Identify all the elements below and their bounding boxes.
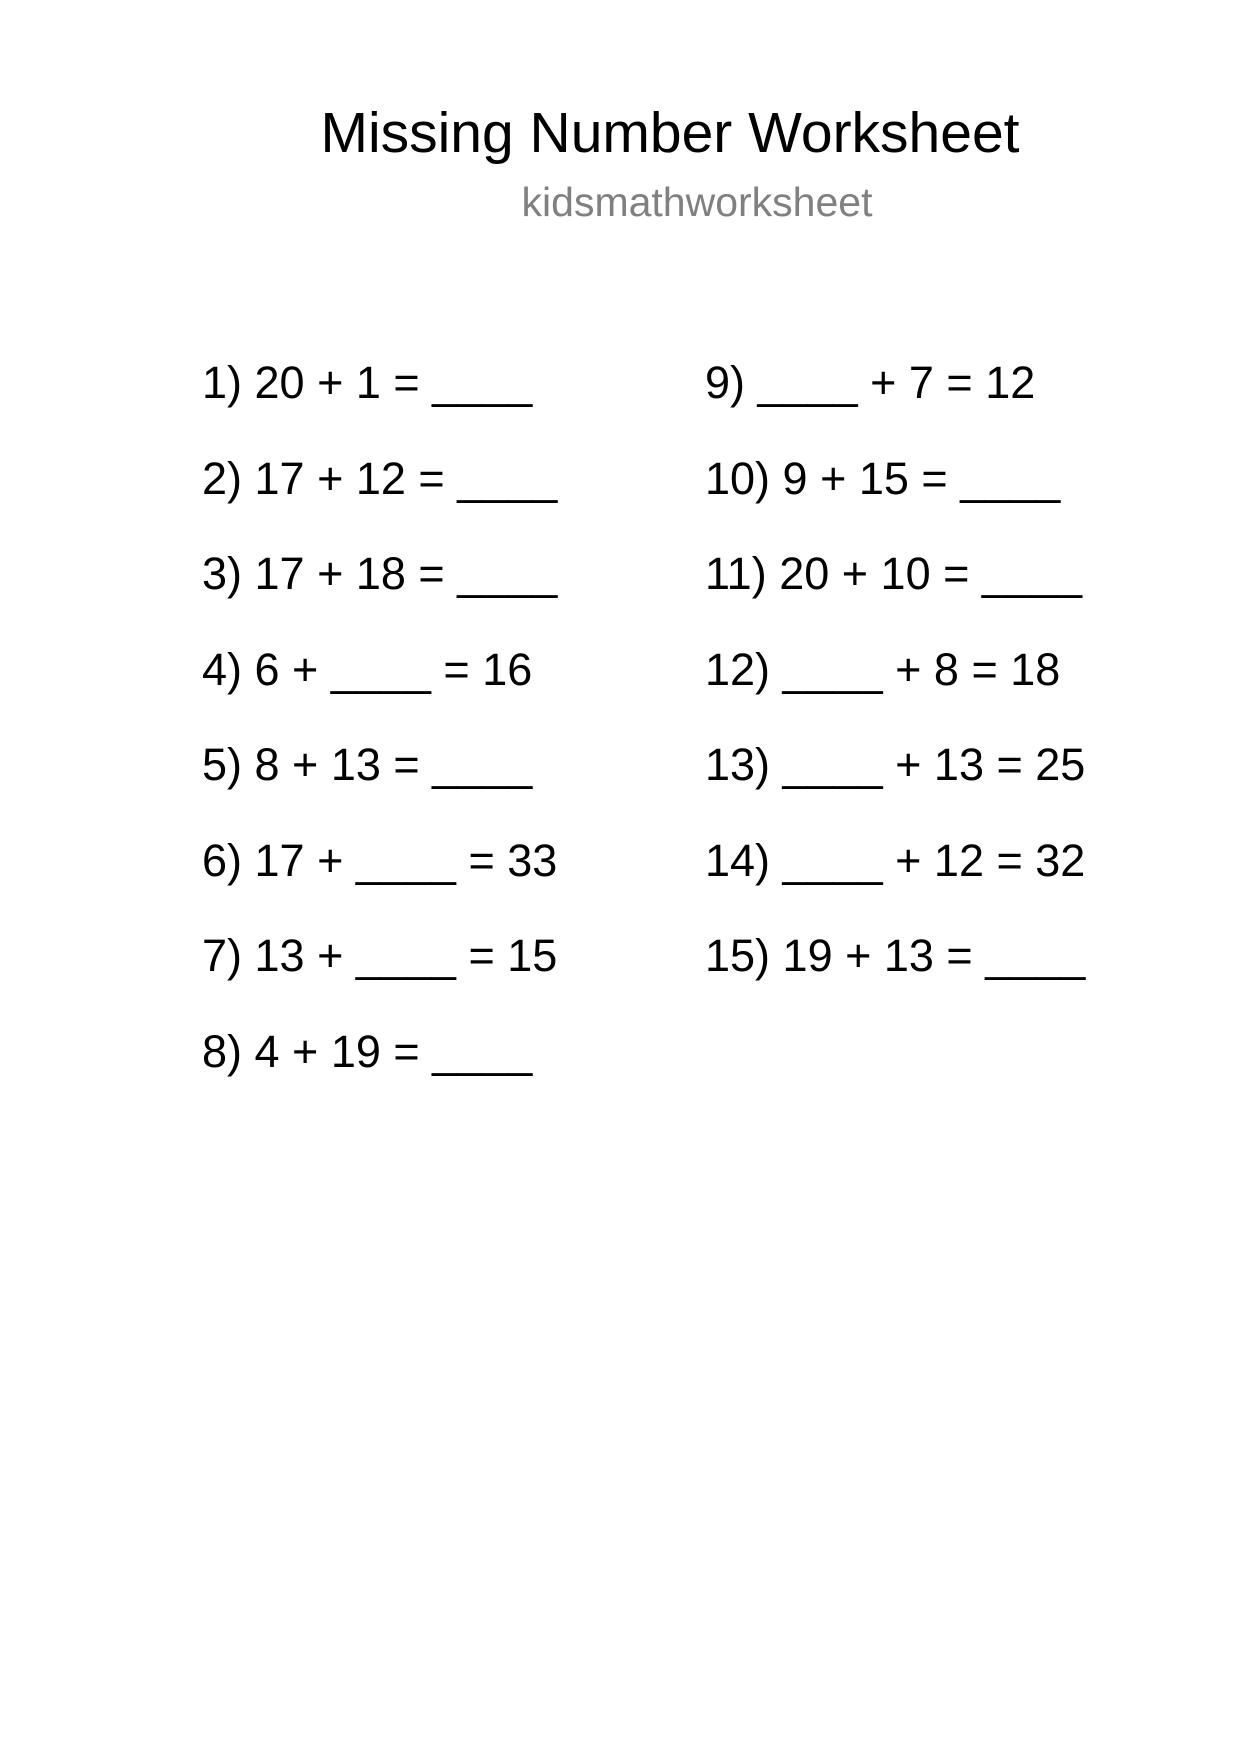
problem-5: 5) 8 + 13 = ____ xyxy=(202,739,533,790)
problem-11: 11) 20 + 10 = ____ xyxy=(705,548,1082,599)
worksheet-subtitle: kidsmathworksheet xyxy=(521,179,873,225)
problem-15: 15) 19 + 13 = ____ xyxy=(705,930,1086,981)
problem-10: 10) 9 + 15 = ____ xyxy=(705,452,1061,504)
problems-left-column xyxy=(202,355,557,1119)
problem-3: 3) 17 + 18 = ____ xyxy=(202,548,558,599)
problem-12: 12) ____ + 8 = 18 xyxy=(705,643,1061,695)
problem-6: 6) 17 + ____ = 33 xyxy=(202,834,558,886)
problem-1: 1) 20 + 1 = ____ xyxy=(202,357,533,408)
problem-7: 7) 13 + ____ = 15 xyxy=(202,930,558,981)
problem-2: 2) 17 + 12 = ____ xyxy=(202,452,558,504)
problem-8: 8) 4 + 19 = ____ xyxy=(202,1025,533,1077)
problems-right-column xyxy=(705,355,1085,1024)
problem-13: 13) ____ + 13 = 25 xyxy=(705,739,1086,790)
worksheet-title: Missing Number Worksheet xyxy=(320,101,1020,165)
problem-4: 4) 6 + ____ = 16 xyxy=(202,643,533,695)
problem-9: 9) ____ + 7 = 12 xyxy=(705,357,1036,408)
problem-14: 14) ____ + 12 = 32 xyxy=(705,834,1086,886)
